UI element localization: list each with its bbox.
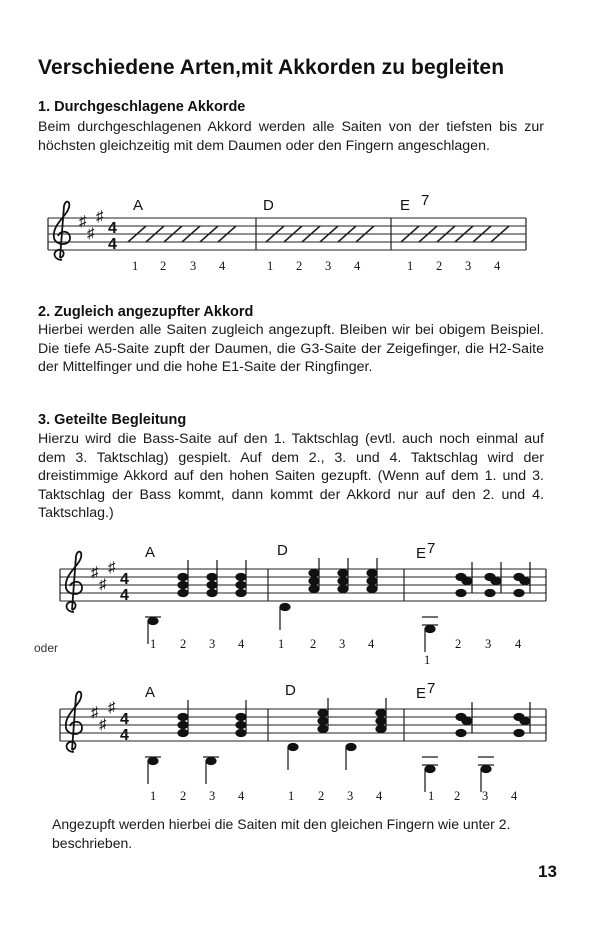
svg-text:2: 2 bbox=[455, 637, 462, 651]
svg-text:2: 2 bbox=[160, 259, 167, 273]
section-heading-1: 1. Durchgeschlagene Akkorde bbox=[38, 99, 246, 115]
staff-strummed bbox=[0, 188, 600, 278]
section-text-1: Beim durchgeschlagenen Akkord werden alle Saiten von der tiefsten bis zur höchsten gleichzeitig mit dem Daumen oder den Fingern angeschlagen. bbox=[38, 119, 544, 154]
section-text-3: Hierzu wird die Bass-Saite auf den 1. Taktschlag (evtl. auch noch einmal auf dem 3. Taktschlag) gespielt. Auf dem 2., 3. und 4. Taktschlag wird der dreistimmige Akkord auf den hohen Saiten gezupft. (Wenn auf dem 1. und 3. Taktschlag der Bass kommt, dann kommt der Akkord nur auf den 2. und 4. Taktschlag.) bbox=[38, 431, 544, 521]
key-signature-sharps: ♯ bbox=[79, 213, 87, 230]
svg-text:3: 3 bbox=[482, 789, 489, 803]
svg-text:4: 4 bbox=[354, 259, 361, 273]
svg-text:1: 1 bbox=[424, 653, 431, 666]
chord-e: E bbox=[400, 197, 411, 214]
section-heading-3: 3. Geteilte Begleitung bbox=[38, 412, 187, 428]
svg-text:1: 1 bbox=[150, 637, 157, 651]
svg-text:4: 4 bbox=[494, 259, 501, 273]
svg-text:A: A bbox=[145, 544, 156, 561]
chord-superscript: 7 bbox=[421, 192, 430, 209]
svg-text:4: 4 bbox=[219, 259, 226, 273]
svg-text:3: 3 bbox=[325, 259, 332, 273]
chord-d: D bbox=[263, 197, 274, 214]
svg-text:2: 2 bbox=[180, 637, 187, 651]
svg-text:♯: ♯ bbox=[96, 208, 104, 225]
svg-text:A: A bbox=[145, 684, 156, 701]
chord-a: A bbox=[133, 197, 144, 214]
svg-text:1: 1 bbox=[278, 637, 285, 651]
svg-text:3: 3 bbox=[209, 789, 216, 803]
treble-clef-icon bbox=[66, 692, 82, 752]
svg-text:3: 3 bbox=[190, 259, 197, 273]
svg-text:3: 3 bbox=[485, 637, 492, 651]
svg-text:4: 4 bbox=[515, 637, 522, 651]
svg-text:2: 2 bbox=[436, 259, 443, 273]
staff-split-2 bbox=[0, 676, 600, 806]
bass-notes bbox=[145, 604, 438, 653]
svg-text:2: 2 bbox=[296, 259, 303, 273]
svg-text:2: 2 bbox=[318, 789, 325, 803]
svg-text:♯: ♯ bbox=[99, 576, 107, 593]
svg-text:1: 1 bbox=[150, 789, 157, 803]
time-signature-bottom: 4 bbox=[108, 236, 117, 253]
time-signature-top: 4 bbox=[108, 220, 117, 237]
svg-text:4: 4 bbox=[120, 727, 129, 744]
beat-numbers bbox=[150, 637, 522, 666]
svg-text:4: 4 bbox=[368, 637, 375, 651]
svg-text:1: 1 bbox=[288, 789, 295, 803]
staff-lines bbox=[48, 218, 526, 250]
svg-text:3: 3 bbox=[209, 637, 216, 651]
svg-text:4: 4 bbox=[238, 789, 245, 803]
svg-text:4: 4 bbox=[511, 789, 518, 803]
footnote: Angezupft werden hierbei die Saiten mit den gleichen Fingern wie unter 2. beschrieben. bbox=[52, 816, 511, 851]
svg-text:♯: ♯ bbox=[91, 704, 99, 721]
svg-text:7: 7 bbox=[427, 540, 436, 557]
svg-text:4: 4 bbox=[376, 789, 383, 803]
svg-text:♯: ♯ bbox=[91, 564, 99, 581]
section-text-2: Hierbei werden alle Saiten zugleich angezupft. Bleiben wir bei obigem Beispiel. Die tiefe A5-Saite zupft der Daumen, die G3-Saite der Zeigefinger, die H2-Saite der Mittelfinger und die hohe E1-Saite der Ringfinger. bbox=[38, 322, 544, 375]
svg-text:♯: ♯ bbox=[108, 559, 116, 576]
treble-clef-icon bbox=[54, 202, 70, 260]
svg-text:1: 1 bbox=[428, 789, 435, 803]
staff-split-1 bbox=[0, 536, 600, 666]
svg-text:2: 2 bbox=[310, 637, 317, 651]
svg-text:4: 4 bbox=[238, 637, 245, 651]
page-title: Verschiedene Arten,mit Akkorden zu begleiten bbox=[38, 56, 505, 79]
svg-text:D: D bbox=[277, 542, 288, 559]
svg-text:4: 4 bbox=[120, 711, 129, 728]
section-heading-2: 2. Zugleich angezupfter Akkord bbox=[38, 304, 254, 320]
svg-text:E: E bbox=[416, 685, 427, 702]
svg-text:D: D bbox=[285, 682, 296, 699]
page-number: 13 bbox=[538, 862, 557, 881]
svg-text:♯: ♯ bbox=[108, 699, 116, 716]
svg-text:3: 3 bbox=[465, 259, 472, 273]
svg-text:3: 3 bbox=[347, 789, 354, 803]
svg-text:4: 4 bbox=[120, 571, 129, 588]
treble-clef-icon bbox=[66, 552, 82, 612]
svg-text:E: E bbox=[416, 545, 427, 562]
beat-numbers bbox=[132, 259, 501, 273]
svg-text:2: 2 bbox=[180, 789, 187, 803]
svg-text:7: 7 bbox=[427, 680, 436, 697]
svg-text:2: 2 bbox=[454, 789, 461, 803]
svg-text:1: 1 bbox=[267, 259, 274, 273]
svg-text:1: 1 bbox=[407, 259, 414, 273]
svg-text:1: 1 bbox=[132, 259, 139, 273]
svg-text:4: 4 bbox=[120, 587, 129, 604]
svg-text:♯: ♯ bbox=[99, 716, 107, 733]
svg-text:3: 3 bbox=[339, 637, 346, 651]
svg-text:♯: ♯ bbox=[87, 225, 95, 242]
oder-label: oder bbox=[34, 641, 59, 655]
